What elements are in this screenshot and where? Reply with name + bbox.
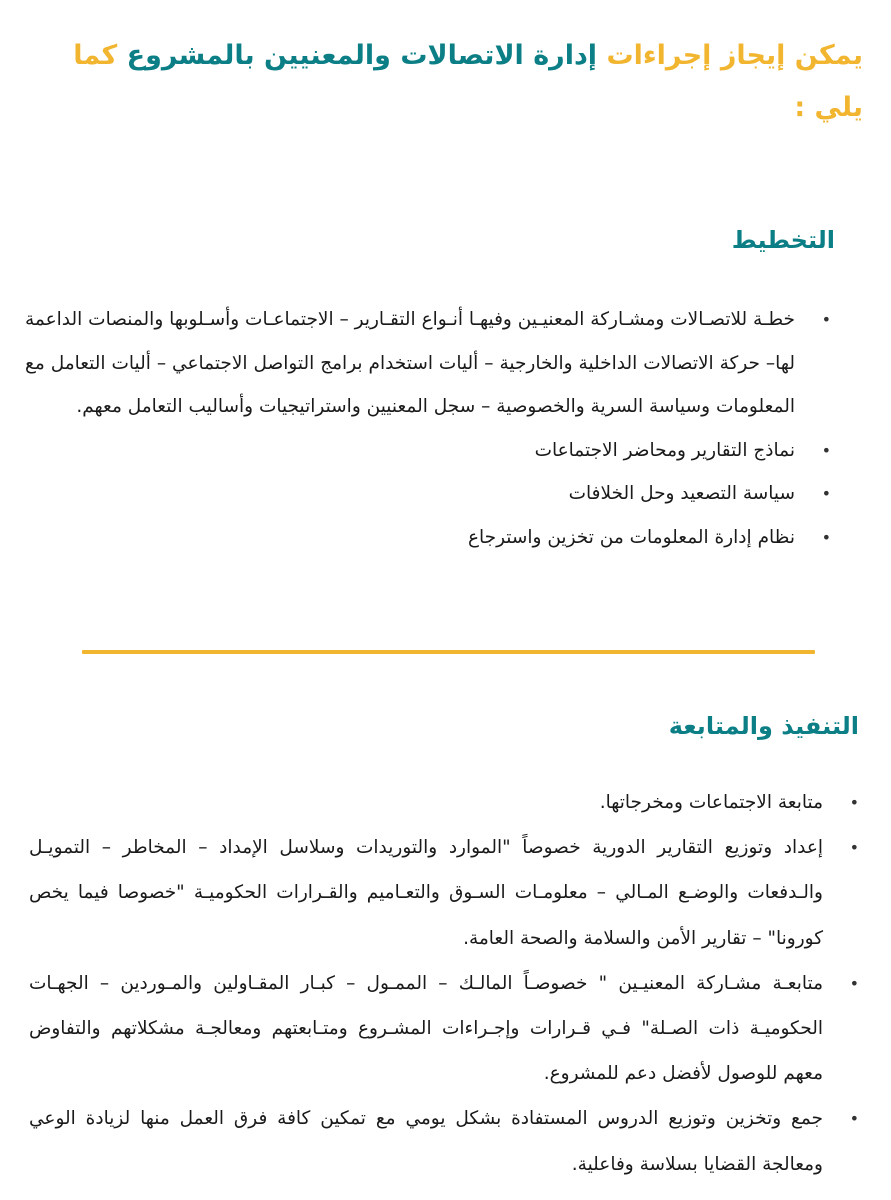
bullet-icon: • <box>821 527 831 547</box>
list-item <box>29 1096 863 1186</box>
bullet-icon: • <box>849 1109 859 1129</box>
bullet-icon: • <box>821 310 831 329</box>
planning-list <box>25 298 835 559</box>
bullet-icon: • <box>821 440 831 460</box>
list-item-text: خطـة للاتصـالات ومشـاركة المعنيـين وفيهـا أنـواع التقـارير – الاجتماعـات وأسـلوبها والمنصات الداعمة لها– حركة الاتصالات الداخلية والخارجية – أليات استخدام برامج التواصل الاجتماعي – أليات التعامل مع المعلومات وسياسة السرية والخصوصية – سجل المعنيين واستراتيجيات وأساليب التعامل معهم. <box>25 309 795 417</box>
list-item <box>29 780 863 825</box>
list-item <box>29 961 863 1097</box>
list-item-text: نظام إدارة المعلومات من تخزين واسترجاع <box>467 526 795 548</box>
list-item-text: متابعة الاجتماعات ومخرجاتها. <box>599 792 823 813</box>
list-item-text: نماذج التقارير ومحاضر الاجتماعات <box>534 439 795 461</box>
list-item-text: جمع وتخزين وتوزيع الدروس المستفادة بشكل يومي مع تمكين كافة فرق العمل منها لزيادة الوعي ومعالجة القضايا بسلاسة وفاعلية. <box>29 1108 823 1175</box>
execution-list <box>29 780 863 1187</box>
list-item <box>29 825 863 961</box>
bullet-icon: • <box>849 973 859 993</box>
intro-part-3: كما يلي : <box>73 40 863 123</box>
list-item <box>25 472 835 516</box>
intro-heading <box>23 30 863 134</box>
intro-part-1: يمكن إيجاز إجراءات <box>597 40 863 71</box>
intro-part-2: إدارة الاتصالات والمعنيين بالمشروع <box>126 40 598 71</box>
bullet-icon: • <box>849 793 859 812</box>
planning-heading: التخطيط <box>731 226 835 254</box>
list-item-text: إعداد وتوزيع التقارير الدورية خصوصاً "الموارد والتوريدات وسلاسل الإمداد – المخاطر – التمويـل والـدفعات والوضـع المـالي – معلومـات السـوق والتعـاميم والقـرارات الحكوميـة "خصوصا فيما يخص كورونا" – تقارير الأمن والسلامة والصحة العامة. <box>29 837 823 949</box>
list-item <box>25 298 835 429</box>
list-item <box>25 516 835 560</box>
list-item <box>25 429 835 473</box>
section-divider <box>82 650 815 654</box>
list-item-text: سياسة التصعيد وحل الخلافات <box>568 483 795 504</box>
execution-heading: التنفيذ والمتابعة <box>668 712 859 740</box>
list-item-text: متابعـة مشـاركة المعنيـين " خصوصـاً المالـك – الممـول – كبـار المقـاولين والمـوردين – الجهـات الحكوميـة ذات الصـلة" فـي قـرارات وإجـراءات المشـروع ومتـابعتهم ومعالجـة مشكلاتهم والتفاوض معهم للوصول لأفضل دعم للمشروع. <box>29 972 823 1085</box>
bullet-icon: • <box>849 838 859 858</box>
bullet-icon: • <box>821 484 831 503</box>
